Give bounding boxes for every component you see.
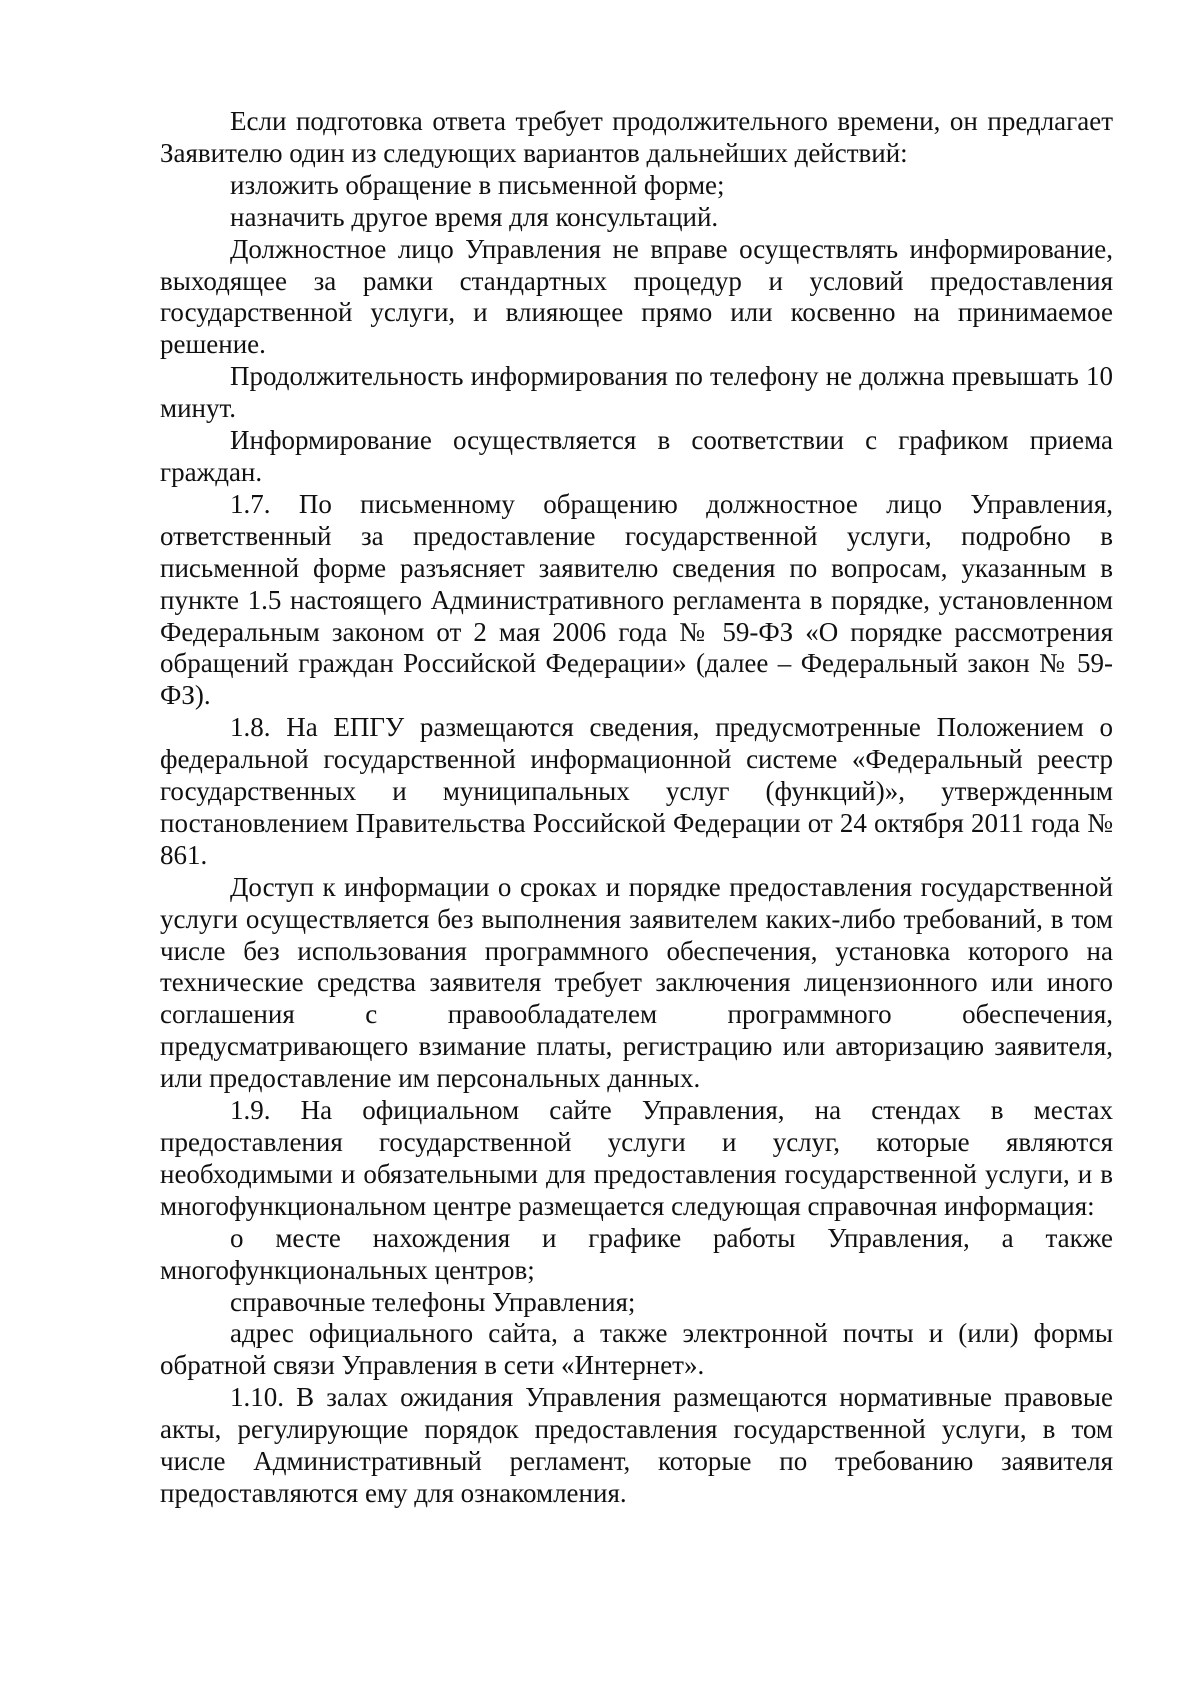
paragraph: 1.10. В залах ожидания Управления размещаются нормативные правовые акты, регулирующие порядок предоставления государственной услуги, в том числе Административный регламент, которые по требованию заявителя предоставляются ему для ознакомления. — [160, 1382, 1113, 1508]
paragraph: о месте нахождения и графике работы Управления, а также многофункциональных центров; — [160, 1222, 1113, 1285]
paragraph: 1.8. На ЕПГУ размещаются сведения, предусмотренные Положением о федеральной государственной информационной системе «Федеральный реестр государственных и муниципальных услуг (функций)», утвержденным постановлением Правительства Российской Федерации от 24 октября 2011 года № 861. — [160, 712, 1113, 870]
paragraph: 1.7. По письменному обращению должностное лицо Управления, ответственный за предоставление государственной услуги, подробно в письменной форме разъясняет заявителю сведения по вопросам, указанным в пункте 1.5 настоящего Административного регламента в порядке, установленном Федеральным законом от 2 мая 2006 года № 59-ФЗ «О порядке рассмотрения обращений граждан Российской Федерации» (далее – Федеральный закон № 59-ФЗ). — [160, 488, 1113, 711]
paragraph: изложить обращение в письменной форме; — [230, 169, 725, 200]
paragraph: справочные телефоны Управления; — [230, 1286, 636, 1317]
paragraph: Должностное лицо Управления не вправе осуществлять информирование, выходящее за рамки стандартных процедур и условий предоставления государственной услуги, и влияющее прямо или косвенно на принимаемое решение. — [160, 233, 1113, 360]
paragraph: Если подготовка ответа требует продолжительного времени, он предлагает Заявителю один из следующих вариантов дальнейших действий: — [160, 106, 1113, 168]
paragraph: Продолжительность информирования по телефону не должна превышать 10 минут. — [160, 361, 1113, 424]
paragraph: Доступ к информации о сроках и порядке предоставления государственной услуги осуществляется без выполнения заявителем каких-либо требований, в том числе без использования программного обеспечения, установка которого на технические средства заявителя требует заключения лицензионного или иного соглашения с правообладателем программного обеспечения, предусматривающего взимание платы, регистрацию или авторизацию заявителя, или предоставление им персональных данных. — [160, 871, 1113, 1094]
document-body — [160, 106, 1113, 1510]
paragraph: 1.9. На официальном сайте Управления, на стендах в местах предоставления государственной услуги и услуг, которые являются необходимыми и обязательными для предоставления государственной услуги, и в многофункциональном центре размещается следующая справочная информация: — [160, 1095, 1113, 1221]
paragraph: адрес официального сайта, а также электронной почты и (или) формы обратной связи Управления в сети «Интернет». — [160, 1318, 1113, 1381]
paragraph: Информирование осуществляется в соответствии с графиком приема граждан. — [160, 425, 1113, 487]
paragraph: назначить другое время для консультаций. — [230, 201, 719, 232]
